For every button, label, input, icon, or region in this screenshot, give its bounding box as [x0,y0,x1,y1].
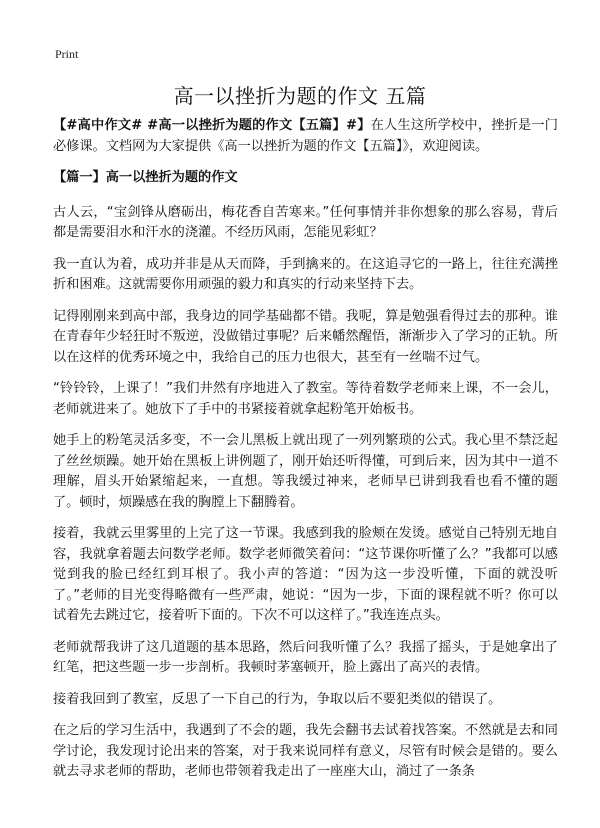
article-body [53,116,558,794]
page-title: 高一以挫折为题的作文 五篇 [173,84,427,108]
paragraph: 我一直认为着，成功并非是从天而降，手到擒来的。在这追寻它的一路上，往往充满挫折和困难。这就需要你用顽强的毅力和真实的行动来坚持下去。 [53,256,558,292]
paragraph: 在之后的学习生活中，我遇到了不会的题，我先会翻书去试着找答案。不然就是去和同学讨论，我发现讨论出来的答案，对于我来说同样有意义，尽管有时候会是错的。要么就去寻求老师的帮助，老师也带领着我走出了一座座大山，淌过了一条条 [53,723,558,779]
section-heading: 【篇一】高一以挫折为题的作文 [53,170,238,185]
paragraph: “铃铃铃，上课了！”我们井然有序地进入了教室。等待着数学老师来上课，不一会儿，老师就进来了。她放下了手中的书紧接着就拿起粉笔开始板书。 [53,381,558,417]
intro-tags: 【#高中作文# #高一以挫折为题的作文【五篇】#】 [53,118,371,133]
paragraph: 接着我回到了教室，反思了一下自己的行为，争取以后不要犯类似的错误了。 [53,691,502,707]
paragraph: 她手上的粉笔灵活多变，不一会儿黑板上就出现了一列列繁琐的公式。我心里不禁泛起了丝丝烦躁。她开始在黑板上讲例题了，刚开始还听得懂，可到后来，因为其中一道不理解，眉头开始紧缩起来，一直想。等我缓过神来，老师早已讲到我看也看不懂的题了。顿时，烦躁感在我的胸膛上下翻腾着。 [53,433,558,510]
paragraph: 记得刚刚来到高中部，我身边的同学基础都不错。我呢，算是勉强看得过去的那种。谁在青春年少轻狂时不叛逆，没做错过事呢？后来幡然醒悟，渐渐步入了学习的正轨。所以在这样的优秀环境之中，我给自己的压力也很大，甚至有一丝喘不过气。 [53,308,558,365]
paragraph: 接着，我就云里雾里的上完了这一节课。我感到我的脸颊在发烫。感觉自己特别无地自容，我就拿着题去问数学老师。数学老师微笑着问：“这节课你听懂了么？”我都可以感觉到我的脸已经红到耳根了。我小声的答道：“因为这一步没听懂，下面的就没听了。”老师的目光变得略微有一些严肃，她说：“因为一步，下面的课程就不听？你可以试着先去跳过它，接着听下面的。下次不可以这样了。”我连连点头。 [53,526,558,623]
paragraph: 老师就帮我讲了这几道题的基本思路，然后问我听懂了么？我摇了摇头，于是她拿出了红笔，把这些题一步一步剖析。我顿时茅塞顿开，脸上露出了高兴的表情。 [53,639,558,675]
print-link[interactable]: Print [55,47,79,61]
intro-paragraph [53,116,558,157]
intro-text: 在人生这所学校中，挫折是一门必修课。文档网为大家提供《高一以挫折为题的作文【五篇】》，欢迎阅读。 [53,118,558,154]
paragraph: 古人云，“宝剑锋从磨砺出，梅花香自苦寒来。”任何事情并非你想象的那么容易，背后都是需要泪水和汗水的浇灌。不经历风雨，怎能见彩虹？ [53,204,558,240]
